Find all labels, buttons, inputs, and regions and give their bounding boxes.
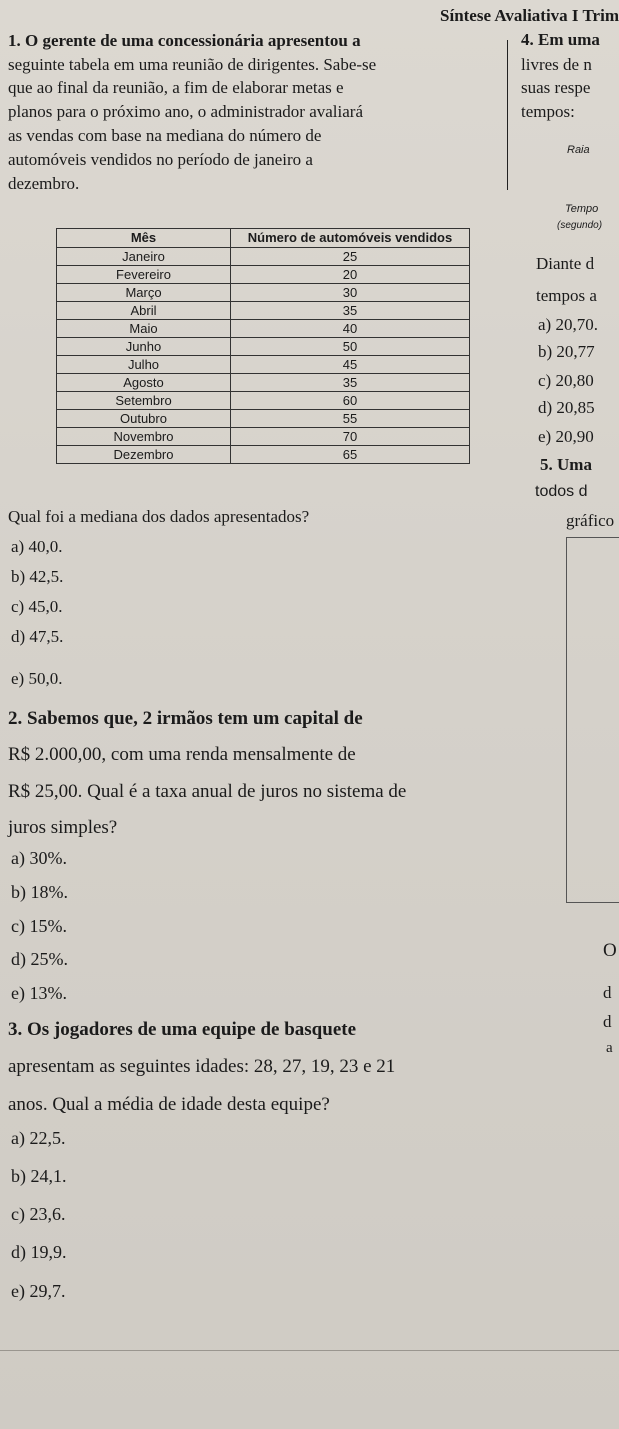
q2-line-1: 2. Sabemos que, 2 irmãos tem um capital de (8, 708, 363, 729)
cell-value: 20 (231, 266, 470, 284)
cell-month: Dezembro (57, 446, 231, 464)
q3-option-b: b) 24,1. (11, 1166, 67, 1186)
table-row (57, 266, 470, 284)
fragment-d1: d (603, 983, 612, 1002)
table-row (57, 320, 470, 338)
q1-option-a: a) 40,0. (11, 537, 63, 556)
figure-label-seconds: (segundo) (557, 220, 603, 231)
q1-line-1: 1. O gerente de uma concessionária apresentou a (8, 31, 361, 50)
cell-month: Janeiro (57, 248, 231, 266)
table-row (57, 428, 470, 446)
page-header: Síntese Avaliativa I Trim (440, 6, 619, 25)
q2-option-e: e) 13%. (11, 983, 67, 1003)
q1-line-7: dezembro. (8, 174, 80, 193)
table-row (57, 392, 470, 410)
q2-option-d: d) 25%. (11, 949, 68, 969)
q1-option-d: d) 47,5. (11, 627, 64, 646)
cell-month: Outubro (57, 410, 231, 428)
q1-line-5: as vendas com base na mediana do número de (8, 126, 322, 145)
column-header-month: Mês (57, 229, 231, 248)
cell-month: Junho (57, 338, 231, 356)
fragment-d2: d (603, 1012, 612, 1031)
cell-value: 40 (231, 320, 470, 338)
cell-month: Abril (57, 302, 231, 320)
q1-line-2: seguinte tabela em uma reunião de dirigentes. Sabe-se (8, 55, 377, 74)
q2-line-2: R$ 2.000,00, com uma renda mensalmente de (8, 744, 356, 765)
q4-line-4: tempos: (521, 102, 575, 121)
q4-option-c: c) 20,80 (538, 371, 594, 390)
q2-line-4: juros simples? (8, 817, 118, 838)
q5-line-3: gráfico (566, 511, 615, 530)
cell-value: 45 (231, 356, 470, 374)
q4-line-1: 4. Em uma (521, 30, 600, 49)
q4-line-3: suas respe (521, 78, 591, 97)
cell-month: Agosto (57, 374, 231, 392)
q5-line-2: todos d (535, 483, 588, 500)
q2-line-3: R$ 25,00. Qual é a taxa anual de juros no sistema de (8, 781, 407, 802)
cell-month: Maio (57, 320, 231, 338)
table-row (57, 410, 470, 428)
q1-line-4: planos para o próximo ano, o administrador avaliará (8, 102, 363, 121)
q3-option-a: a) 22,5. (11, 1128, 66, 1148)
q4-option-d: d) 20,85 (538, 398, 595, 417)
cell-value: 50 (231, 338, 470, 356)
q4-line-2: livres de n (521, 55, 592, 74)
q3-line-1: 3. Os jogadores de uma equipe de basquete (8, 1019, 357, 1040)
q4-text-2: tempos a (536, 286, 597, 305)
cell-value: 65 (231, 446, 470, 464)
q1-option-c: c) 45,0. (11, 597, 63, 616)
table-row (57, 248, 470, 266)
table-row (57, 284, 470, 302)
q4-option-a: a) 20,70. (538, 315, 598, 334)
cell-value: 60 (231, 392, 470, 410)
bottom-rule (0, 1350, 619, 1351)
q3-option-e: e) 29,7. (11, 1281, 66, 1301)
q2-option-a: a) 30%. (11, 848, 67, 868)
q2-option-b: b) 18%. (11, 882, 68, 902)
q3-option-c: c) 23,6. (11, 1204, 66, 1224)
q1-line-6: automóveis vendidos no período de janeiro a (8, 150, 313, 169)
q1-question: Qual foi a mediana dos dados apresentados? (8, 507, 310, 526)
table-header-row (57, 229, 470, 248)
cell-month: Fevereiro (57, 266, 231, 284)
table-row (57, 356, 470, 374)
cropped-chart-frame (566, 537, 619, 903)
cell-value: 35 (231, 302, 470, 320)
fragment-a: a (606, 1040, 613, 1056)
cell-value: 30 (231, 284, 470, 302)
cell-month: Março (57, 284, 231, 302)
cell-value: 70 (231, 428, 470, 446)
cell-value: 35 (231, 374, 470, 392)
q4-option-e: e) 20,90 (538, 427, 594, 446)
q2-option-c: c) 15%. (11, 916, 67, 936)
cell-value: 25 (231, 248, 470, 266)
column-divider (507, 40, 508, 190)
figure-label-lane: Raia (567, 144, 590, 156)
q1-option-b: b) 42,5. (11, 567, 64, 586)
q3-line-2: apresentam as seguintes idades: 28, 27, 19, 23 e 21 (8, 1056, 396, 1077)
cell-month: Novembro (57, 428, 231, 446)
cell-month: Setembro (57, 392, 231, 410)
figure-label-time: Tempo (565, 203, 599, 215)
cell-value: 55 (231, 410, 470, 428)
column-header-cars-sold: Número de automóveis vendidos (231, 229, 470, 248)
q1-line-3: que ao final da reunião, a fim de elaborar metas e (8, 78, 344, 97)
q3-line-3: anos. Qual a média de idade desta equipe? (8, 1094, 330, 1115)
cell-month: Julho (57, 356, 231, 374)
q4-option-b: b) 20,77 (538, 342, 595, 361)
table-row (57, 374, 470, 392)
sales-table (56, 228, 470, 464)
q5-line-1: 5. Uma (540, 455, 592, 474)
table-row (57, 302, 470, 320)
table-row (57, 446, 470, 464)
fragment-o: O (603, 940, 617, 961)
q3-option-d: d) 19,9. (11, 1242, 67, 1262)
q1-option-e: e) 50,0. (11, 669, 63, 688)
q4-text-1: Diante d (536, 254, 595, 273)
table-row (57, 338, 470, 356)
